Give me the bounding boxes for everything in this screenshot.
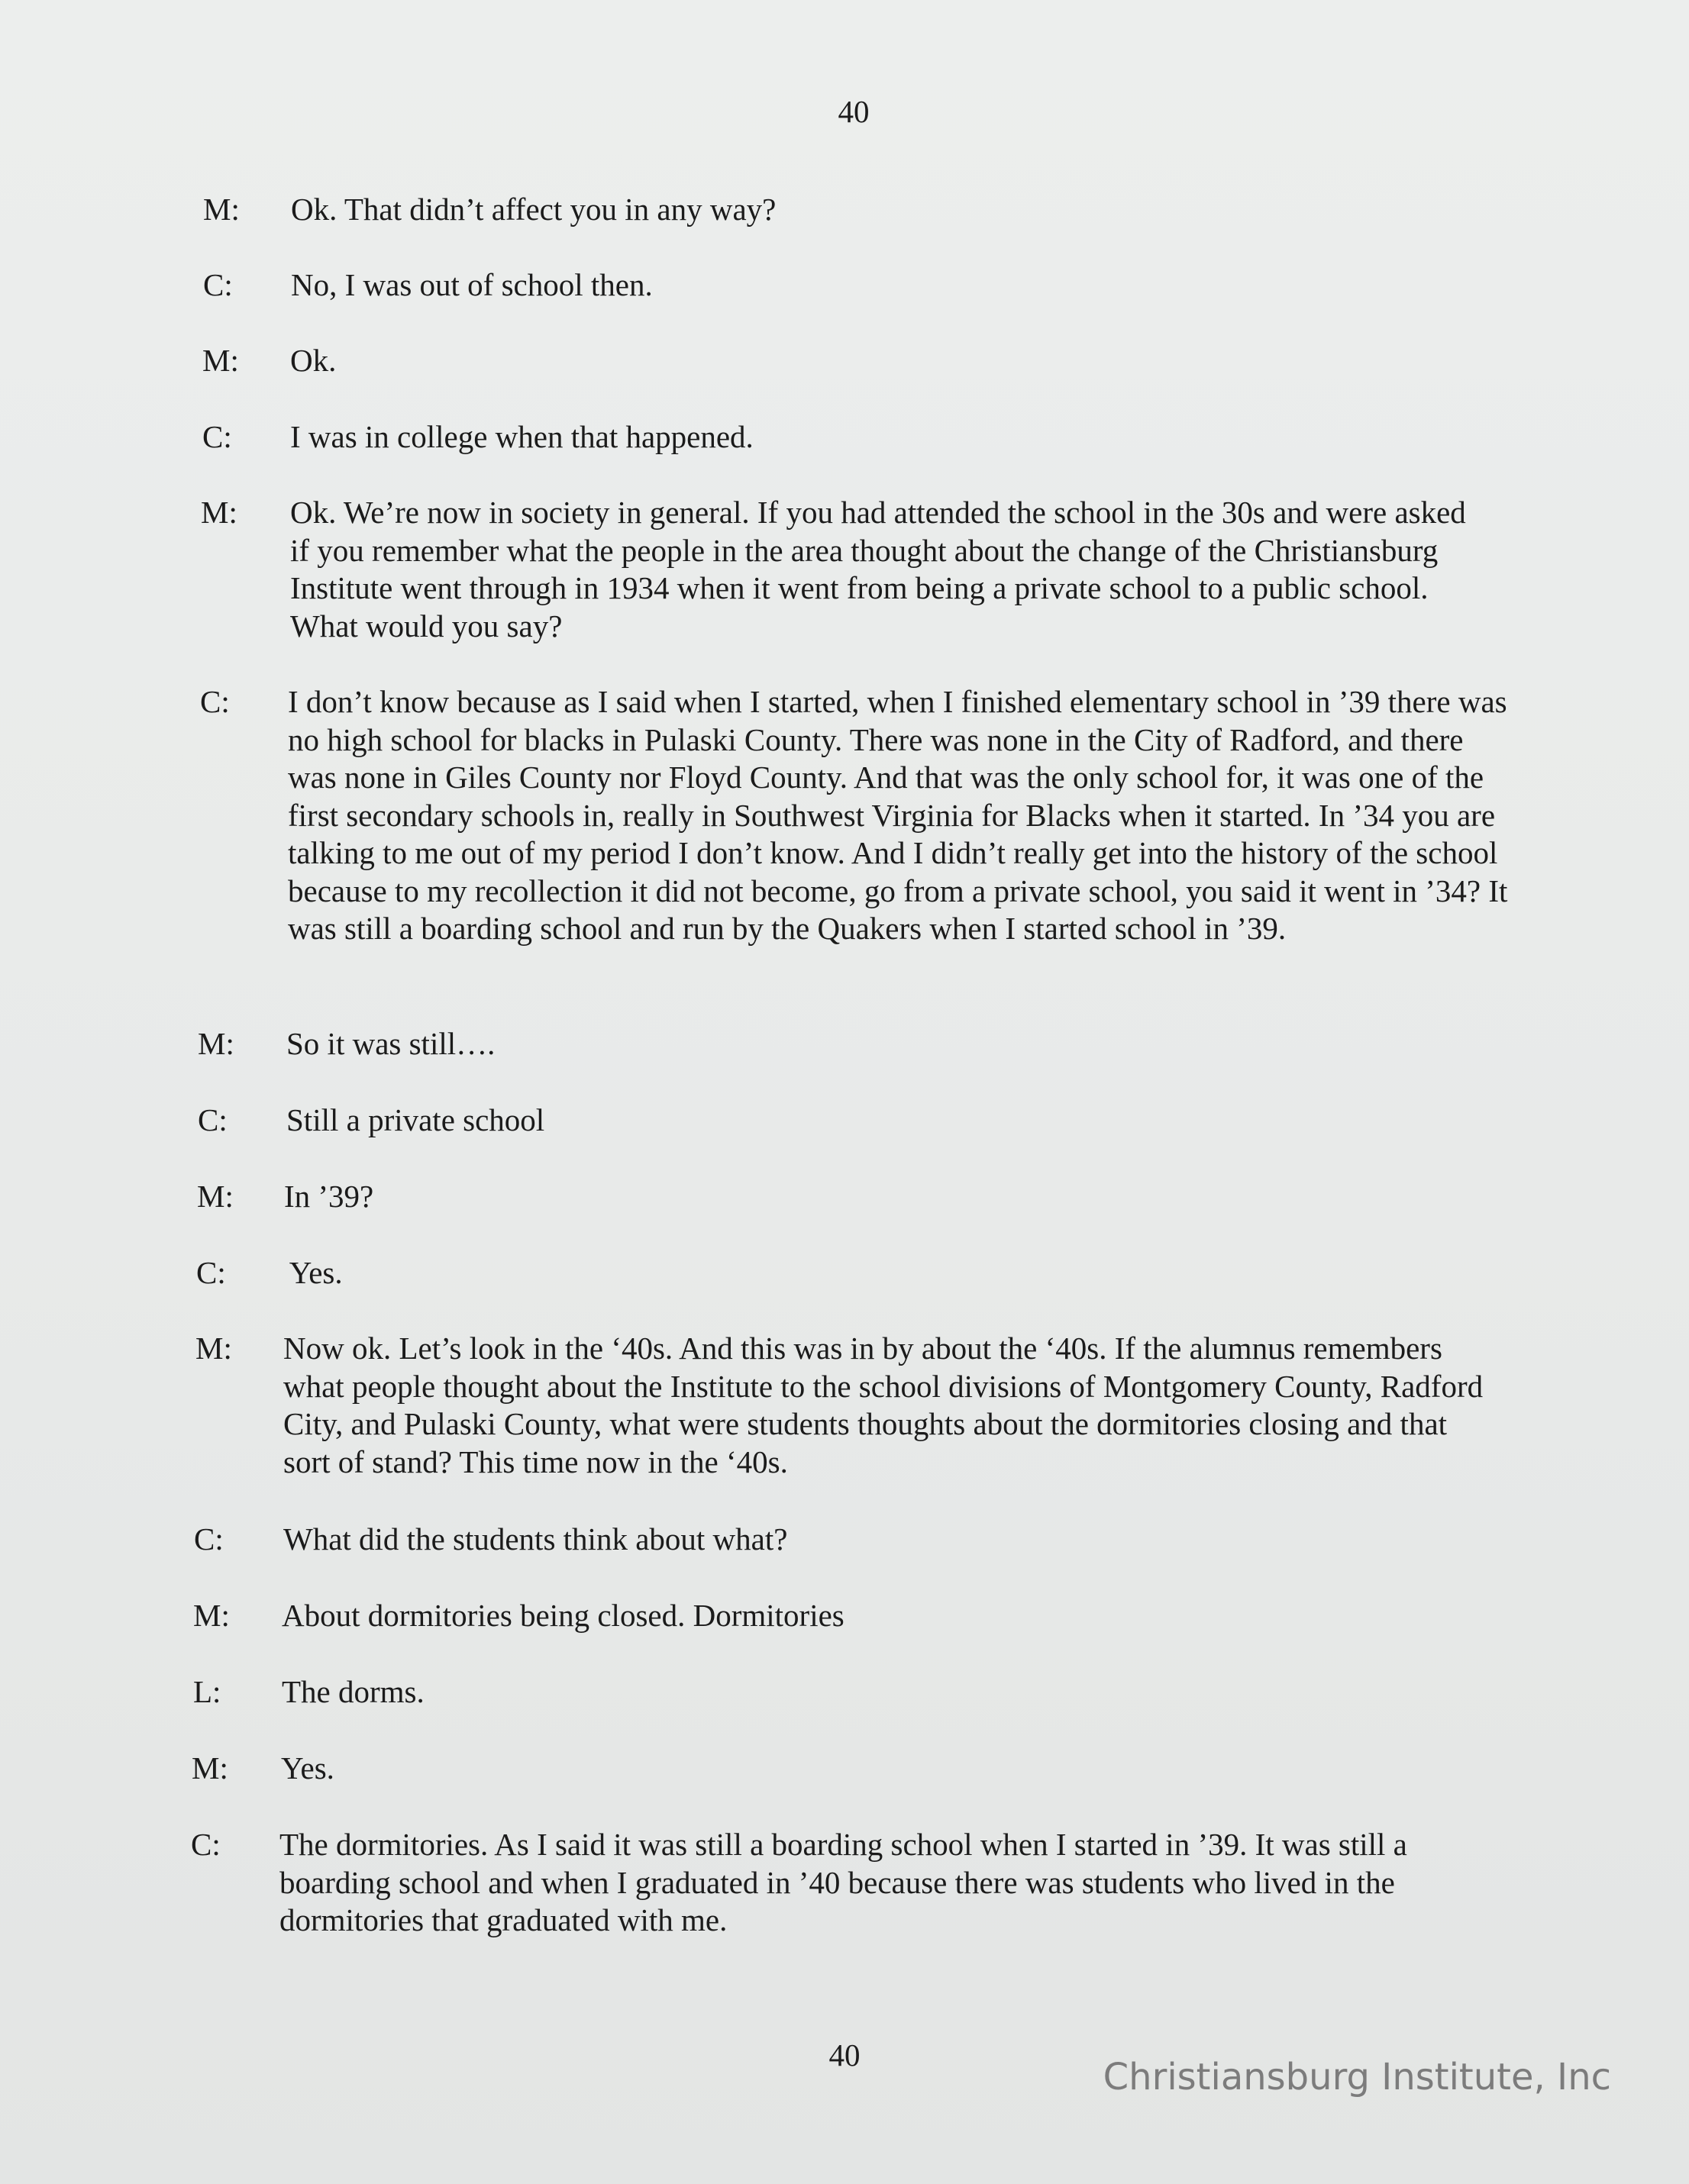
- utterance-text: Ok. We’re now in society in general. If you had attended the school in the 30s and were asked if you remember what the people in the area thought about the change of the Christiansburg Institute went through in 1934 when it went from being a private school to a public school. What would you say?: [290, 495, 1466, 644]
- speaker-label: C:: [200, 684, 230, 719]
- speaker-label: M:: [192, 1750, 228, 1786]
- speaker-label: M:: [193, 1598, 230, 1633]
- speaker-label: L:: [193, 1674, 221, 1709]
- utterance-text: What did the students think about what?: [283, 1521, 788, 1557]
- utterance-text: So it was still….: [286, 1026, 496, 1061]
- page-number-bottom: 40: [828, 2037, 861, 2073]
- speaker-label: M:: [195, 1331, 232, 1366]
- utterance-text: The dorms.: [282, 1674, 425, 1709]
- speaker-label: M:: [203, 192, 240, 227]
- speaker-label: C:: [198, 1102, 228, 1137]
- utterance-text: Now ok. Let’s look in the ‘40s. And this was in by about the ‘40s. If the alumnus remembers what people thought about the Institute to the school divisions of Montgomery County, Radford City, and Pulaski County, what were students thoughts about the dormitories closing and that sort of stand? This time now in the ‘40s.: [283, 1331, 1484, 1479]
- speaker-label: C:: [194, 1521, 224, 1557]
- utterance-text: Yes.: [283, 1255, 343, 1290]
- page-number-top: 40: [838, 94, 870, 129]
- utterance-text: Ok.: [290, 343, 337, 378]
- utterance-text: I was in college when that happened.: [290, 419, 754, 454]
- utterance-text: In ’39?: [284, 1179, 374, 1214]
- speaker-label: C:: [196, 1255, 226, 1290]
- speaker-label: M:: [197, 1179, 234, 1214]
- utterance-text: Yes.: [281, 1750, 334, 1786]
- speaker-label: C:: [203, 267, 233, 302]
- utterance-text: About dormitories being closed. Dormitories: [282, 1598, 844, 1633]
- utterance-text: The dormitories. As I said it was still a boarding school when I started in ’39. It was still a boarding school and when I graduated in ’40 because there was students who lived in the dormitories that graduated with me.: [279, 1827, 1407, 1937]
- utterance-text: No, I was out of school then.: [291, 267, 653, 302]
- utterance-text: Ok. That didn’t affect you in any way?: [291, 192, 777, 227]
- speaker-label: M:: [202, 343, 239, 378]
- utterance-text: I don’t know because as I said when I started, when I finished elementary school in ’39 there was no high school for blacks in Pulaski County. There was none in the City of Radford, and there was none in Giles County nor Floyd County. And that was the only school for, it was one of the first secondary schools in, really in Southwest Virginia for Blacks when it started. In ’34 you are talking to me out of my period I don’t know. And I didn’t really get into the history of the school because to my recollection it did not become, go from a private school, you said it went in ’34? It was still a boarding school and run by the Quakers when I started school in ’39.: [288, 684, 1508, 946]
- speaker-label: C:: [202, 419, 232, 454]
- speaker-label: C:: [191, 1827, 221, 1862]
- watermark-text: Christiansburg Institute, Inc: [1103, 2056, 1611, 2099]
- speaker-label: M:: [198, 1026, 234, 1061]
- utterance-text: Still a private school: [286, 1102, 545, 1137]
- speaker-label: M:: [201, 495, 237, 530]
